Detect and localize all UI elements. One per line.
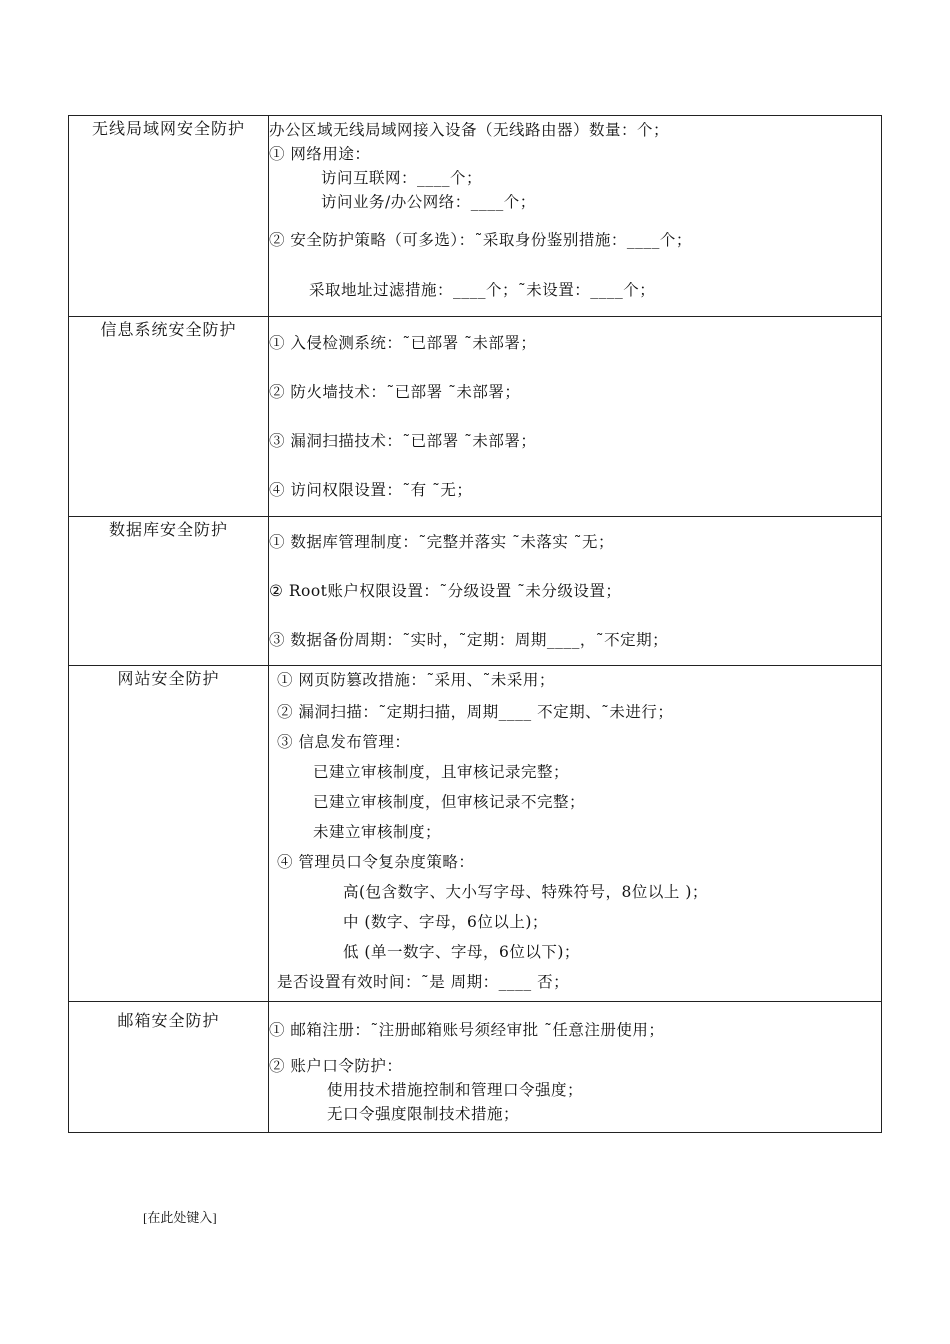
row-label: 数据库安全防护 xyxy=(69,517,269,666)
row-label: 网站安全防护 xyxy=(69,666,269,1002)
row-content xyxy=(269,1002,882,1133)
row-label: 无线局域网安全防护 xyxy=(69,116,269,317)
table-row-database xyxy=(69,517,882,666)
text-line: ② 漏洞扫描：˜定期扫描，周期____ 不定期、˜未进行； xyxy=(277,703,674,721)
text-line: 访问互联网：____个； xyxy=(321,169,483,187)
text-line: ② 防火墙技术：˜已部署 ˜未部署； xyxy=(269,383,521,401)
text-line: 中 (数字、字母，6位以上)； xyxy=(343,913,548,931)
row-content xyxy=(269,666,882,1002)
text-line: 低 (单一数字、字母，6位以下)； xyxy=(343,943,580,961)
text-line: ① 数据库管理制度：˜完整并落实 ˜未落实 ˜无； xyxy=(269,533,615,551)
row-content xyxy=(269,517,882,666)
row-content xyxy=(269,116,882,317)
text-line: 高(包含数字、大小写字母、特殊符号，8位以上 )； xyxy=(343,883,708,901)
footer-placeholder: [在此处键入] xyxy=(143,1210,217,1225)
security-survey-table xyxy=(68,115,882,1133)
text-line: ① 入侵检测系统：˜已部署 ˜未部署； xyxy=(269,334,537,352)
text-line: 无口令强度限制技术措施； xyxy=(327,1105,520,1123)
text-line: ② 账户口令防护： xyxy=(269,1057,403,1075)
table-row-info-system xyxy=(69,317,882,517)
text-line: ② 安全防护策略（可多选）：˜采取身份鉴别措施：____个； xyxy=(269,231,692,249)
text-line: ④ 访问权限设置：˜有 ˜无； xyxy=(269,481,473,499)
text-line: ① 网络用途： xyxy=(269,145,371,163)
table-row-mailbox xyxy=(69,1002,882,1133)
text-line: 使用技术措施控制和管理口令强度； xyxy=(327,1081,584,1099)
row-content xyxy=(269,317,882,517)
text-line: ① 邮箱注册：˜注册邮箱账号须经审批 ˜任意注册使用； xyxy=(269,1021,665,1039)
table-row-wireless xyxy=(69,116,882,317)
text-line: 访问业务/办公网络：____个； xyxy=(321,193,536,211)
text-line: 已建立审核制度，但审核记录不完整； xyxy=(313,793,586,811)
text-line: 未建立审核制度； xyxy=(313,823,442,841)
text-line: ③ 信息发布管理： xyxy=(277,733,411,751)
row-label: 信息系统安全防护 xyxy=(69,317,269,517)
text-line: 采取地址过滤措施：____个；˜未设置：____个； xyxy=(309,281,656,299)
text-line: ③ 数据备份周期：˜实时，˜定期：周期____，˜不定期； xyxy=(269,631,669,649)
text-line: ① 网页防篡改措施：˜采用、˜未采用； xyxy=(277,671,555,689)
text-line: ② Root账户权限设置：˜分级设置 ˜未分级设置； xyxy=(269,582,622,600)
table-row-website xyxy=(69,666,882,1002)
row-label: 邮箱安全防护 xyxy=(69,1002,269,1133)
text-line: ③ 漏洞扫描技术：˜已部署 ˜未部署； xyxy=(269,432,537,450)
text-line: ④ 管理员口令复杂度策略： xyxy=(277,853,475,871)
text-line: 是否设置有效时间：˜是 周期：____ 否； xyxy=(277,973,570,991)
text-line: 办公区域无线局域网接入设备（无线路由器）数量：个； xyxy=(269,121,670,139)
text-line: 已建立审核制度，且审核记录完整； xyxy=(313,763,570,781)
